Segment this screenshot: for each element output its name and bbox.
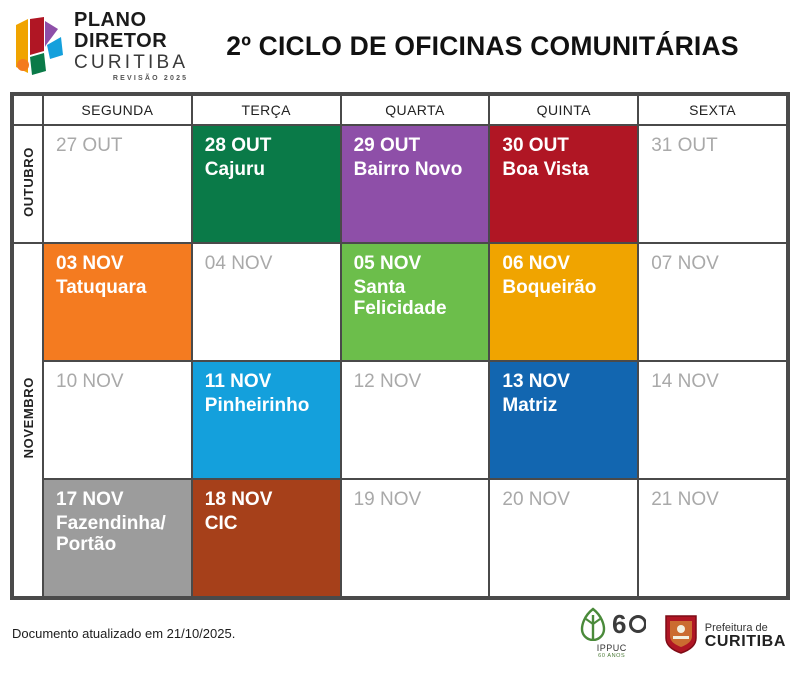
day-cell-content <box>639 362 786 478</box>
weekday-header-4: QUINTA <box>489 95 638 125</box>
day-cell-content <box>490 126 637 242</box>
day-location: Boqueirão <box>502 276 597 298</box>
logo-line-3: CURITIBA <box>74 52 189 73</box>
prefeitura-line-1: Prefeitura de <box>704 622 768 635</box>
logo-line-4: REVISÃO 2025 <box>112 75 189 82</box>
calendar-day-cell <box>341 243 490 361</box>
calendar-day-cell <box>43 479 192 597</box>
calendar-day-cell <box>341 125 490 243</box>
day-cell-content <box>490 244 637 360</box>
calendar-day-cell <box>489 243 638 361</box>
weekday-header-5: SEXTA <box>638 95 787 125</box>
day-date: 27 OUT <box>56 135 123 156</box>
day-cell-content <box>639 480 786 596</box>
day-cell-content <box>44 244 191 360</box>
calendar-week-row <box>13 243 787 361</box>
day-date: 19 NOV <box>353 489 422 510</box>
calendar-day-cell <box>43 361 192 479</box>
logo-line-1: PLANO <box>74 9 147 31</box>
day-location: Bairro Novo <box>353 158 463 180</box>
day-cell-content <box>44 126 191 242</box>
ippuc-logo-block <box>578 607 646 659</box>
calendar-corner-cell <box>13 95 43 125</box>
prefeitura-text <box>705 622 786 651</box>
month-label-outubro <box>13 125 43 243</box>
plano-diretor-logo-icon <box>14 15 66 77</box>
day-cell-content <box>342 362 489 478</box>
calendar-day-cell <box>489 125 638 243</box>
day-location: Pinheirinho <box>204 394 310 416</box>
weekday-header-3: QUARTA <box>341 95 490 125</box>
logo-line-2: DIRETOR <box>74 30 168 52</box>
curitiba-coat-of-arms-icon <box>664 614 698 659</box>
update-note: Documento atualizado em 21/10/2025. <box>12 625 236 641</box>
day-location: CIC <box>204 512 238 534</box>
day-location: Matriz <box>502 394 558 416</box>
calendar-header-row <box>13 95 787 125</box>
month-label-novembro <box>13 243 43 597</box>
plano-diretor-logo-block <box>14 10 189 82</box>
calendar-day-cell <box>43 243 192 361</box>
day-date: 31 OUT <box>651 135 718 156</box>
day-cell-content <box>193 126 340 242</box>
calendar-day-cell <box>192 125 341 243</box>
calendar-day-cell <box>43 125 192 243</box>
calendar-week-row <box>13 361 787 479</box>
calendar-day-cell <box>341 479 490 597</box>
footer-logos <box>578 607 786 659</box>
calendar-day-cell <box>489 361 638 479</box>
calendar-day-cell <box>489 479 638 597</box>
day-cell-content <box>44 362 191 478</box>
day-date: 28 OUT <box>204 135 272 156</box>
day-location: Tatuquara <box>56 276 147 298</box>
ippuc-label-text: IPPUC <box>596 643 627 653</box>
page-title: 2º CICLO DE OFICINAS COMUNITÁRIAS <box>226 30 739 61</box>
day-date: 12 NOV <box>353 371 422 392</box>
weekday-header-1: SEGUNDA <box>43 95 192 125</box>
calendar-week-row <box>13 125 787 243</box>
day-cell-content <box>193 244 340 360</box>
document-footer <box>0 600 800 660</box>
day-cell-content <box>193 480 340 596</box>
calendar-day-cell <box>341 361 490 479</box>
weekday-header-2: TERÇA <box>192 95 341 125</box>
day-location: Boa Vista <box>502 158 589 180</box>
ippuc-sublabel: 60 ANOS <box>598 653 626 659</box>
day-date: 03 NOV <box>56 253 124 274</box>
day-date: 13 NOV <box>502 371 570 392</box>
calendar-day-cell <box>192 361 341 479</box>
plano-diretor-logo-text <box>74 10 188 82</box>
day-cell-content <box>342 480 489 596</box>
day-location: Fazendinha/ Portão <box>56 512 166 556</box>
day-date: 30 OUT <box>502 135 569 156</box>
day-cell-content <box>639 244 786 360</box>
ippuc-logo-icon <box>578 607 646 641</box>
day-date: 04 NOV <box>204 253 273 274</box>
day-cell-content <box>490 480 637 596</box>
day-date: 05 NOV <box>353 253 422 274</box>
calendar-table <box>12 94 788 598</box>
day-location: Santa Felicidade <box>353 276 447 320</box>
day-date: 18 NOV <box>204 489 273 510</box>
calendar-day-cell <box>638 479 787 597</box>
calendar-day-cell <box>638 243 787 361</box>
day-date: 14 NOV <box>651 371 719 392</box>
day-location: Cajuru <box>204 158 265 180</box>
day-date: 11 NOV <box>204 371 272 392</box>
day-cell-content <box>639 126 786 242</box>
calendar-day-cell <box>638 361 787 479</box>
calendar-day-cell <box>192 479 341 597</box>
calendar <box>10 92 790 600</box>
calendar-week-row <box>13 479 787 597</box>
calendar-day-cell <box>638 125 787 243</box>
day-cell-content <box>342 126 489 242</box>
day-date: 06 NOV <box>502 253 570 274</box>
calendar-day-cell <box>192 243 341 361</box>
day-date: 21 NOV <box>651 489 719 510</box>
day-date: 20 NOV <box>502 489 570 510</box>
document-header <box>0 0 800 92</box>
day-cell-content <box>193 362 340 478</box>
day-date: 29 OUT <box>353 135 421 156</box>
ippuc-label <box>597 643 627 659</box>
month-label-text: OUTUBRO <box>20 146 36 217</box>
day-date: 07 NOV <box>651 253 719 274</box>
prefeitura-line-2: CURITIBA <box>704 633 786 651</box>
day-date: 10 NOV <box>56 371 124 392</box>
day-cell-content <box>490 362 637 478</box>
month-label-text: NOVEMBRO <box>20 376 36 459</box>
svg-text:6: 6 <box>611 609 627 639</box>
day-cell-content <box>44 480 191 596</box>
day-cell-content <box>342 244 489 360</box>
prefeitura-logo-block <box>664 614 786 659</box>
day-date: 17 NOV <box>56 489 124 510</box>
